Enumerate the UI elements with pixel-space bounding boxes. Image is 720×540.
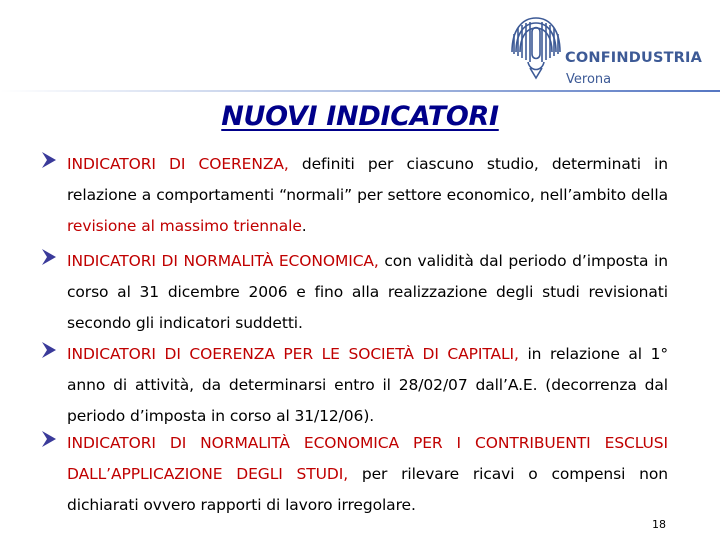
logo-brand-text: CONFINDUSTRIA <box>565 50 703 66</box>
bullet-text-3 <box>67 339 668 432</box>
highlighted-text: INDICATORI DI NORMALITÀ ECONOMICA, <box>67 252 379 270</box>
confindustria-logo <box>508 12 703 92</box>
arrowhead-bullet-icon <box>40 341 58 359</box>
bullet-item-2 <box>40 246 668 339</box>
body-text: definiti per ciascuno studio, determinati in relazione a comportamenti “normali” per settore economico, nell’ambito della <box>67 155 668 204</box>
slide-title: NUOVI INDICATORI <box>221 101 499 132</box>
body-text: in relazione al 1° anno di attività, da determinarsi entro il 28/02/07 dall’A.E. (decorrenza dal periodo d’imposta in corso al 31/12/06). <box>67 345 668 425</box>
arrowhead-bullet-icon <box>40 151 58 169</box>
bullet-text-2 <box>67 246 668 339</box>
body-text: per rilevare ricavi o compensi non dichiarati ovvero rapporti di lavoro irregolare. <box>67 465 668 514</box>
body-text: con validità dal periodo d’imposta in corso al 31 dicembre 2006 e fino alla realizzazione degli studi revisionati secondo gli indicatori suddetti. <box>67 252 668 332</box>
confindustria-eagle-logo-icon <box>508 12 564 84</box>
highlighted-text: INDICATORI DI NORMALITÀ ECONOMICA PER I CONTRIBUENTI ESCLUSI DALL’APPLICAZIONE DEGLI STUDI, <box>67 434 668 483</box>
arrowhead-bullet-icon <box>40 248 58 266</box>
bullet-item-4 <box>40 428 668 521</box>
highlighted-text: INDICATORI DI COERENZA, <box>67 155 289 173</box>
body-text: . <box>301 217 307 235</box>
arrowhead-bullet-icon <box>40 430 58 448</box>
bullet-item-1 <box>40 149 668 242</box>
highlighted-text: revisione al massimo triennale <box>67 217 302 235</box>
header-divider <box>0 90 720 92</box>
logo-city-text: Verona <box>566 72 612 87</box>
page-number: 18 <box>652 518 666 531</box>
bullet-text-4 <box>67 428 668 521</box>
highlighted-text: INDICATORI DI COERENZA PER LE SOCIETÀ DI CAPITALI, <box>67 345 519 363</box>
bullet-item-3 <box>40 339 668 432</box>
bullet-text-1 <box>67 149 668 242</box>
